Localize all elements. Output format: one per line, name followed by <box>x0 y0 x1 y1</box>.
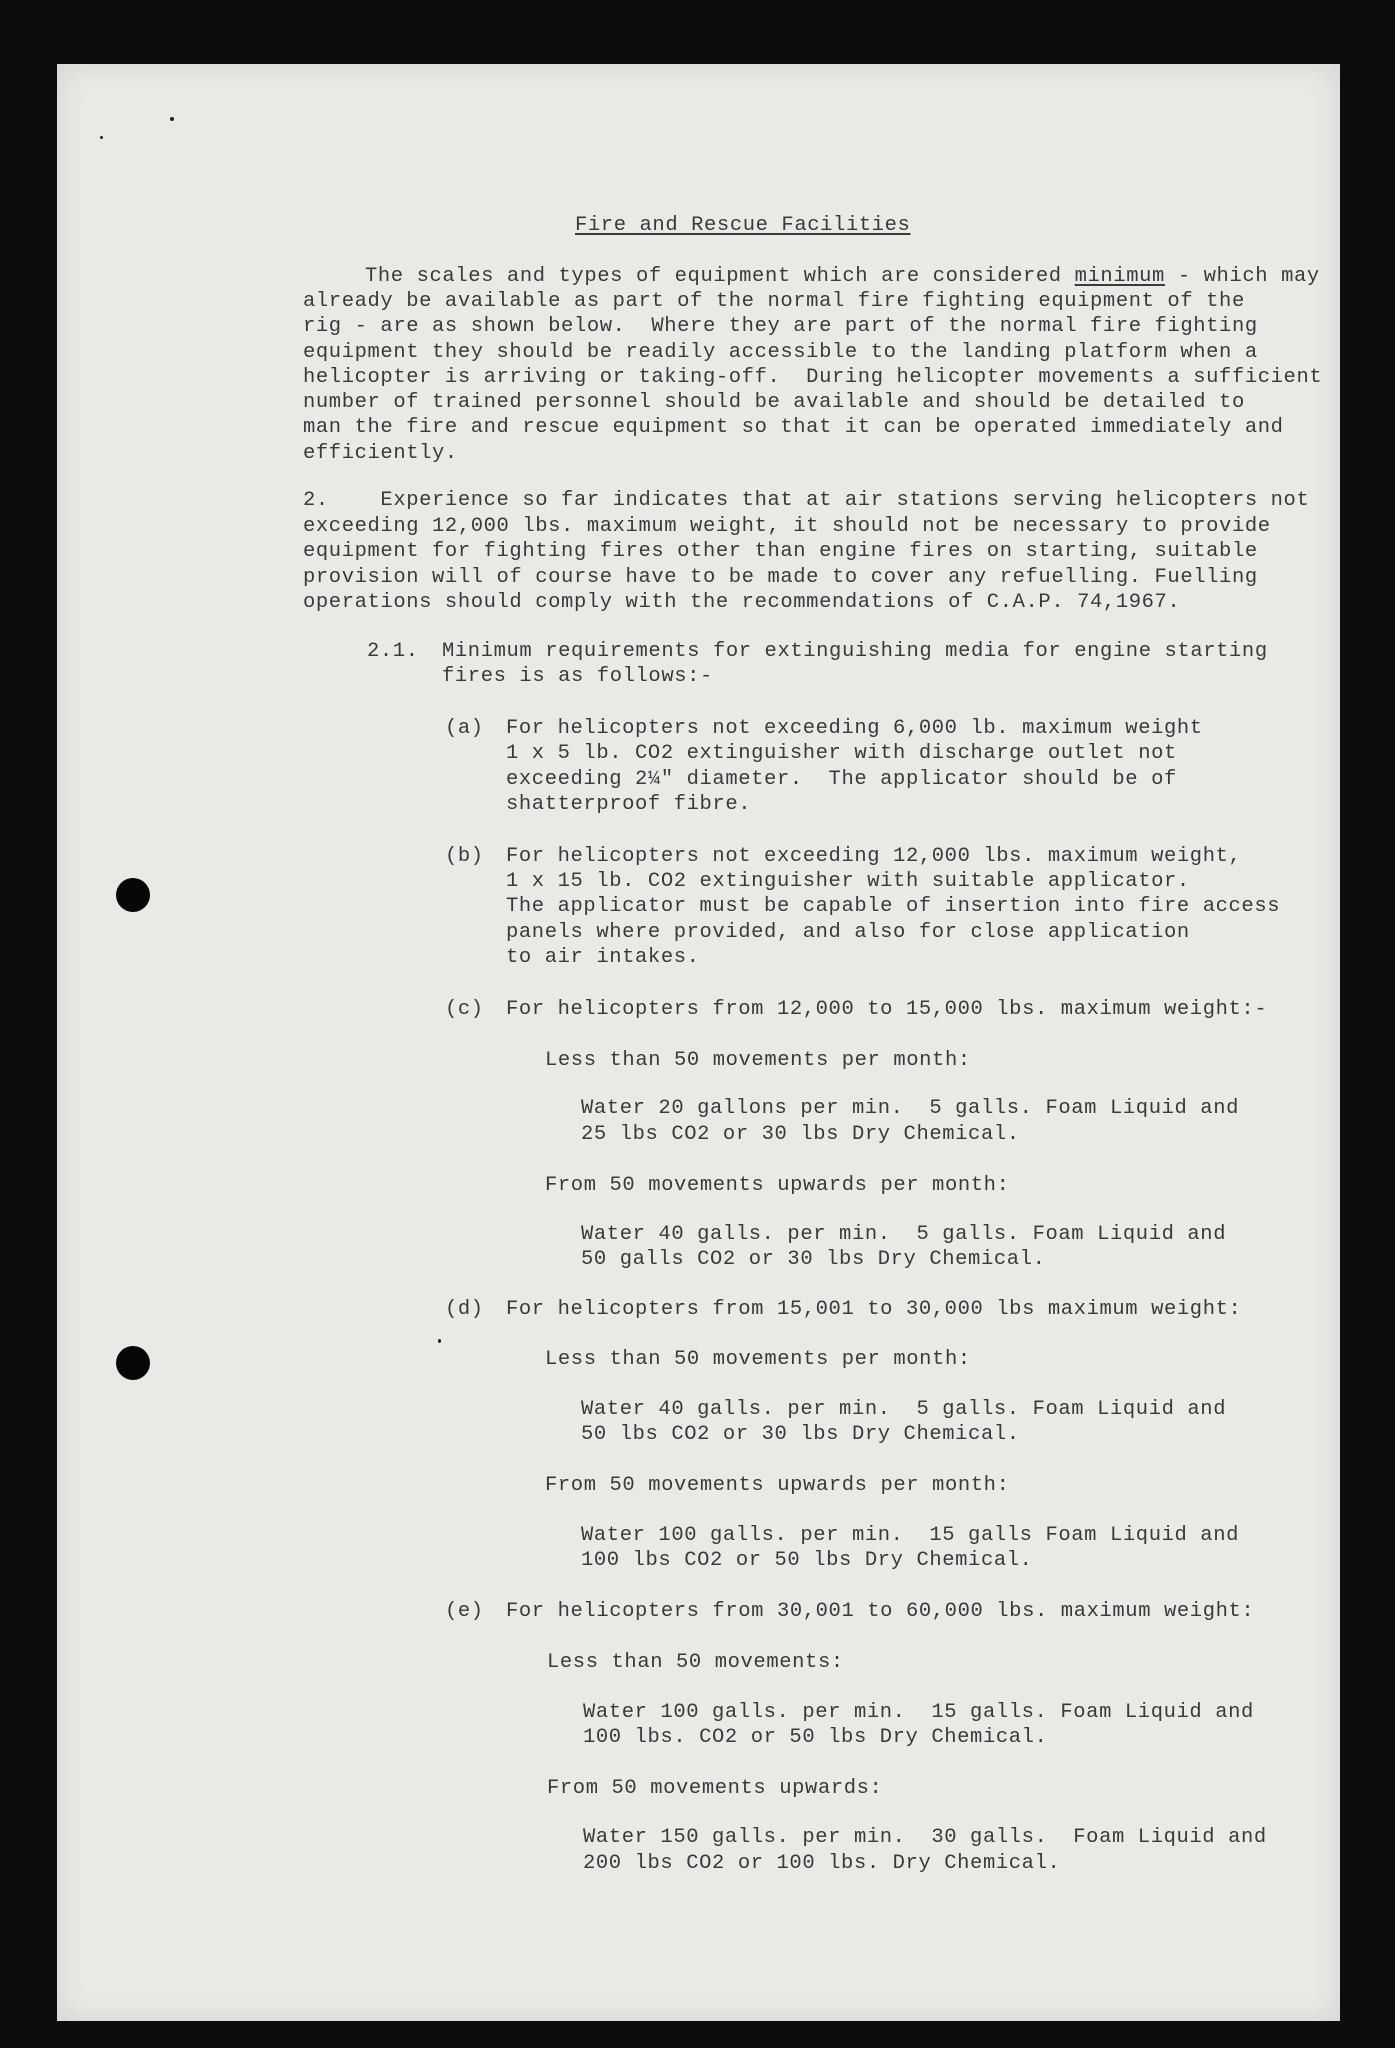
item-c-sub1-line: 25 lbs CO2 or 30 lbs Dry Chemical. <box>581 1123 1020 1146</box>
speck-1 <box>170 117 174 121</box>
item-e-sub1-line: 100 lbs. CO2 or 50 lbs Dry Chemical. <box>583 1726 1048 1749</box>
item-c-sub2-line: 50 galls CO2 or 30 lbs Dry Chemical. <box>581 1248 1046 1271</box>
section-2-1-line: fires is as follows:- <box>442 665 713 688</box>
item-b-line: to air intakes. <box>506 946 700 969</box>
item-c-sub1-heading: Less than 50 movements per month: <box>545 1049 971 1072</box>
intro-line: already be available as part of the normal fire fighting equipment of the <box>303 290 1245 313</box>
document-page <box>57 64 1340 2021</box>
item-d-sub2-heading: From 50 movements upwards per month: <box>545 1474 1010 1497</box>
intro-after: - which may <box>1164 265 1320 288</box>
item-e-sub2-line: 200 lbs CO2 or 100 lbs. Dry Chemical. <box>583 1852 1061 1875</box>
item-c-heading: For helicopters from 12,000 to 15,000 lbs. maximum weight:- <box>506 998 1268 1021</box>
item-b-line: panels where provided, and also for close application <box>506 921 1190 944</box>
item-c-label: (c) <box>445 998 484 1021</box>
intro-line: number of trained personnel should be available and should be detailed to <box>303 391 1245 414</box>
item-b-label: (b) <box>445 845 484 868</box>
item-a-label: (a) <box>445 717 484 740</box>
item-d-heading: For helicopters from 15,001 to 30,000 lbs maximum weight: <box>506 1298 1242 1321</box>
item-d-sub2-line: Water 100 galls. per min. 15 galls Foam Liquid and <box>581 1524 1240 1547</box>
intro-line: equipment they should be readily accessible to the landing platform when a <box>303 341 1258 364</box>
para2-line: operations should comply with the recommendations of C.A.P. 74,1967. <box>303 591 1181 614</box>
para2-line: 2. Experience so far indicates that at air stations serving helicopters not <box>303 489 1310 512</box>
para2-line: provision will of course have to be made to cover any refuelling. Fuelling <box>303 566 1258 589</box>
speck-3 <box>438 1339 441 1343</box>
item-a-line: exceeding 2¼" diameter. The applicator should be of <box>506 768 1177 791</box>
item-d-sub1-line: Water 40 galls. per min. 5 galls. Foam Liquid and <box>581 1398 1227 1421</box>
speck-2 <box>100 136 103 139</box>
item-a-line: For helicopters not exceeding 6,000 lb. maximum weight <box>506 717 1203 740</box>
item-e-sub2-line: Water 150 galls. per min. 30 galls. Foam Liquid and <box>583 1826 1267 1849</box>
para2-line: exceeding 12,000 lbs. maximum weight, it should not be necessary to provide <box>303 515 1271 538</box>
page-title: Fire and Rescue Facilities <box>575 214 911 237</box>
punch-hole-lower <box>116 1346 150 1380</box>
item-a-line: shatterproof fibre. <box>506 793 752 816</box>
item-e-label: (e) <box>445 1600 484 1623</box>
item-c-sub1-line: Water 20 gallons per min. 5 galls. Foam Liquid and <box>581 1097 1240 1120</box>
item-a-line: 1 x 5 lb. CO2 extinguisher with discharge outlet not <box>506 742 1177 765</box>
section-2-1-number: 2.1. <box>367 640 419 663</box>
intro-line: man the fire and rescue equipment so that it can be operated immediately and <box>303 416 1284 439</box>
item-c-sub2-line: Water 40 galls. per min. 5 galls. Foam Liquid and <box>581 1223 1227 1246</box>
item-b-line: The applicator must be capable of insertion into fire access <box>506 895 1281 918</box>
intro-first-line <box>365 264 1320 290</box>
intro-line: helicopter is arriving or taking-off. During helicopter movements a sufficient <box>303 366 1323 389</box>
item-e-sub2-heading: From 50 movements upwards: <box>547 1777 883 1800</box>
section-2-1-line: Minimum requirements for extinguishing media for engine starting <box>442 640 1268 663</box>
intro-emphasis: minimum <box>1074 265 1165 288</box>
item-b-line: 1 x 15 lb. CO2 extinguisher with suitable applicator. <box>506 870 1190 893</box>
item-e-heading: For helicopters from 30,001 to 60,000 lbs. maximum weight: <box>506 1600 1255 1623</box>
item-d-label: (d) <box>445 1298 484 1321</box>
item-d-sub1-line: 50 lbs CO2 or 30 lbs Dry Chemical. <box>581 1423 1020 1446</box>
para2-line: equipment for fighting fires other than engine fires on starting, suitable <box>303 540 1258 563</box>
item-b-line: For helicopters not exceeding 12,000 lbs. maximum weight, <box>506 845 1242 868</box>
item-c-sub2-heading: From 50 movements upwards per month: <box>545 1174 1010 1197</box>
punch-hole-upper <box>116 878 150 912</box>
item-e-sub1-line: Water 100 galls. per min. 15 galls. Foam Liquid and <box>583 1701 1254 1724</box>
intro-line: rig - are as shown below. Where they are part of the normal fire fighting <box>303 315 1258 338</box>
item-e-sub1-heading: Less than 50 movements: <box>547 1651 844 1674</box>
item-d-sub1-heading: Less than 50 movements per month: <box>545 1348 971 1371</box>
intro-line: efficiently. <box>303 442 458 465</box>
item-d-sub2-line: 100 lbs CO2 or 50 lbs Dry Chemical. <box>581 1549 1033 1572</box>
intro-before: The scales and types of equipment which are considered <box>365 265 1075 288</box>
